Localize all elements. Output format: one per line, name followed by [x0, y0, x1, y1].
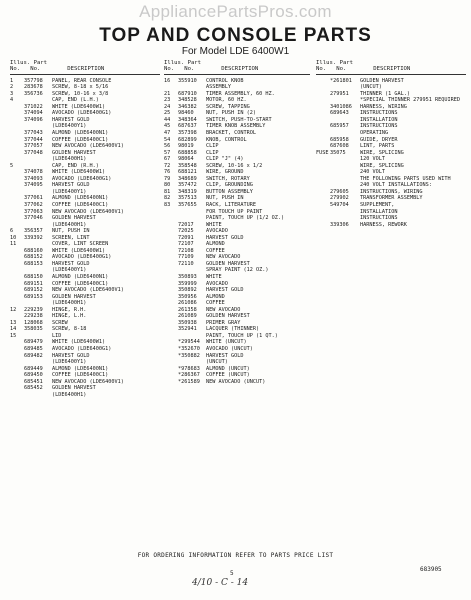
- description: COFFEE: [206, 247, 225, 254]
- page-title: TOP AND CONSOLE PARTS: [99, 25, 372, 46]
- part-no: 687910: [178, 90, 197, 97]
- description: LID: [52, 332, 62, 339]
- document-number: 683905: [420, 566, 442, 573]
- description: HARVEST GOLD: [52, 260, 90, 267]
- illus-no: 14: [10, 326, 17, 333]
- description: LINT, PARTS: [360, 143, 395, 150]
- header-line-2: No. No. DESCRIPTION: [164, 66, 259, 73]
- part-no: 689485: [24, 346, 43, 353]
- illus-no: 2: [10, 84, 14, 91]
- description: (LDE6400Y1): [52, 123, 87, 130]
- part-no: 72017: [178, 221, 194, 228]
- part-no: 352941: [178, 326, 197, 333]
- part-no: 688153: [24, 260, 43, 267]
- description: SWITCH, ROTARY: [206, 175, 250, 182]
- description: CAP, END (L.H.): [52, 97, 99, 104]
- part-no: *261801: [330, 77, 352, 84]
- part-no: 357798: [24, 77, 43, 84]
- part-no: 358035: [24, 326, 43, 333]
- description: 240 VOLT INSTALLATIONS:: [360, 182, 432, 189]
- part-no: 358548: [178, 162, 197, 169]
- description: NUT, PUSH IN: [52, 228, 90, 235]
- illus-no: 21: [164, 90, 171, 97]
- part-no: 377046: [24, 215, 43, 222]
- description: HARVEST GOLD: [52, 116, 90, 123]
- description: NEW AVOCADO: [206, 306, 241, 313]
- description: THINNER (1 GAL.): [360, 90, 410, 97]
- illus-no: 54: [164, 136, 171, 143]
- part-no: 355910: [178, 77, 197, 84]
- description: SWITCH, PUSH-TO-START: [206, 116, 272, 123]
- illus-no: 23: [164, 97, 171, 104]
- part-no: 348689: [178, 175, 197, 182]
- description: ALMOND: [206, 293, 225, 300]
- part-no: 687637: [178, 123, 197, 130]
- description: ALMOND: [206, 241, 225, 248]
- part-no: 377048: [24, 149, 43, 156]
- part-no: 98460: [178, 110, 194, 117]
- part-no: 688160: [24, 247, 43, 254]
- description: ALMOND (LDE6400N1): [52, 274, 109, 280]
- parts-column-3: [316, 60, 466, 228]
- part-no: 374094: [24, 110, 43, 117]
- part-no: 3401086: [330, 103, 352, 110]
- part-no: 98064: [178, 156, 194, 163]
- description: 240 VOLT: [360, 169, 385, 176]
- part-no: 339306: [330, 221, 349, 228]
- part-no: *299544: [178, 339, 200, 346]
- illus-no: 57: [164, 149, 171, 156]
- description: ALMOND (LDE6400N1): [52, 129, 109, 136]
- illus-no: 79: [164, 175, 171, 182]
- description: SCREW, 8-18 x 5/16: [52, 84, 109, 91]
- description: (LDE6400H1): [52, 391, 87, 398]
- illus-no: FUSE: [316, 149, 329, 156]
- illus-no: 81: [164, 188, 171, 195]
- description: TRANSFORMER ASSEMBLY: [360, 195, 423, 202]
- part-no: 689152: [24, 287, 43, 294]
- part-no: 371022: [24, 103, 43, 110]
- illus-no: 15: [10, 332, 17, 339]
- description: NUT, PUSH IN: [206, 195, 244, 202]
- description: AVOCADO (LDE6400G1): [52, 110, 112, 117]
- description: 120 VOLT: [360, 156, 385, 163]
- description: PAINT, TOUCH UP (1 QT.): [206, 332, 278, 339]
- part-no: 374096: [24, 116, 43, 123]
- description: AVOCADO (LDE6400G1): [52, 175, 112, 182]
- parts-column-1: [10, 60, 160, 398]
- part-no: 377057: [24, 143, 43, 150]
- illus-no: [316, 222, 330, 229]
- description: HINGE, L.H.: [52, 313, 87, 320]
- part-no: 72107: [178, 241, 194, 248]
- part-no: 348528: [178, 97, 197, 104]
- column-header: [316, 60, 466, 73]
- part-no: 229239: [24, 306, 43, 313]
- description: (LDE6400Y1): [52, 188, 87, 195]
- description: HARNESS, WIRING: [360, 103, 407, 110]
- part-no: 350893: [178, 274, 197, 280]
- part-no: 229238: [24, 313, 43, 320]
- part-no: 350938: [178, 319, 197, 326]
- description: PAINT, TOUCH UP (1/2 OZ.): [206, 215, 285, 222]
- part-no: 72025: [178, 228, 194, 235]
- part-no: 357655: [178, 201, 197, 208]
- part-no: 689479: [24, 339, 43, 346]
- part-no: 377043: [24, 129, 43, 136]
- description: INSTALLATION: [360, 208, 398, 215]
- part-no: 688150: [24, 274, 43, 280]
- description: WIRE, SPLICING: [360, 149, 404, 156]
- description: HINGE, R.H.: [52, 306, 87, 313]
- description: HARVEST GOLD: [206, 234, 244, 241]
- description: SUPPLEMENT,: [360, 201, 395, 208]
- illus-no: 25: [164, 110, 171, 117]
- part-no: 359999: [178, 280, 197, 287]
- part-no: 374093: [24, 175, 43, 182]
- illus-no: 16: [164, 77, 171, 84]
- page-number: 5: [230, 570, 234, 577]
- description: (UNCUT): [206, 359, 228, 366]
- description: HARVEST GOLD: [206, 287, 244, 294]
- illus-no: 67: [164, 156, 171, 163]
- description: WHITE (LDE6400W1): [52, 169, 106, 176]
- part-no: *352670: [178, 346, 200, 353]
- header-line-1: Illus. Part: [316, 60, 354, 66]
- part-no: 685451: [24, 378, 43, 385]
- illus-no: 1: [10, 77, 14, 84]
- part-no: 377061: [24, 195, 43, 202]
- description: HARVEST GOLD: [52, 182, 90, 189]
- illus-no: 45: [164, 123, 171, 130]
- description: (LDE6400Y1): [52, 267, 87, 274]
- part-no: 357472: [178, 182, 197, 189]
- description: TIMER KNOB ASSEMBLY: [206, 123, 266, 130]
- description: INSTRUCTIONS: [360, 123, 398, 130]
- description: GOLDEN HARVEST: [52, 293, 96, 300]
- description: SCREW, 10-16 x 3/8: [52, 90, 109, 97]
- description: (LDE6400H1): [52, 221, 87, 228]
- description: ALMOND (LDE6400N1): [52, 365, 109, 372]
- description: PRIMER GRAY: [206, 319, 241, 326]
- description: HARNESS, REWORK: [360, 221, 407, 228]
- illus-no: 4: [10, 97, 14, 104]
- description: ALMOND (LDE6400N1): [52, 195, 109, 202]
- description: INSTRUCTIONS, WIRING: [360, 188, 423, 195]
- description: WHITE: [206, 221, 222, 228]
- part-no: 350892: [178, 287, 197, 294]
- description: WHITE (LDE6400W1): [52, 247, 106, 254]
- part-no: 357398: [178, 129, 197, 136]
- part-no: 279951: [330, 90, 349, 97]
- part-no: 689153: [24, 293, 43, 300]
- part-no: *261589: [178, 378, 200, 385]
- description: NEW AVOCADO (LDE6400V1): [52, 208, 124, 215]
- description: *SPECIAL THINNER 279951 REQUIRED: [360, 97, 460, 104]
- description: CLIP: [206, 143, 219, 150]
- description: (LDE6400Y1): [52, 359, 87, 366]
- description: INSTRUCTIONS: [360, 215, 398, 222]
- illus-no: 44: [164, 116, 171, 123]
- part-no: 685958: [330, 136, 349, 143]
- illus-no: 83: [164, 201, 171, 208]
- description: CLIP, GROUNDING: [206, 182, 253, 189]
- part-no: 261358: [178, 306, 197, 313]
- part-no: 377063: [24, 208, 43, 215]
- illus-no: 82: [164, 195, 171, 202]
- illus-no: 76: [164, 169, 171, 176]
- description: CAP, END (R.H.): [52, 162, 99, 169]
- part-no: 348364: [178, 116, 197, 123]
- part-no: 261089: [178, 313, 197, 320]
- part-no: 72110: [178, 260, 194, 267]
- part-no: 689450: [24, 372, 43, 379]
- description: (UNCUT): [360, 84, 382, 91]
- illus-no: [10, 392, 24, 399]
- description: BRACKET, CONTROL: [206, 129, 256, 136]
- illus-no: 72: [164, 162, 171, 169]
- part-no: 688121: [178, 169, 197, 176]
- part-no: 350956: [178, 293, 197, 300]
- description: NUT, PUSH IN (2): [206, 110, 256, 117]
- description: GOLDEN HARVEST: [52, 385, 96, 392]
- description: SCREW: [52, 319, 68, 326]
- parts-row: [164, 379, 310, 386]
- description: HARVEST GOLD: [206, 352, 244, 359]
- part-no: 261086: [178, 300, 197, 307]
- header-line-2: No. No. DESCRIPTION: [316, 66, 411, 73]
- illus-no: 10: [10, 234, 17, 241]
- description: SCREW, 10-16 x 1/2: [206, 162, 263, 169]
- part-no: 689482: [24, 352, 43, 359]
- description: COFFEE (LDE6400C1): [52, 280, 109, 287]
- part-no: 279902: [330, 195, 349, 202]
- part-no: 689151: [24, 280, 43, 287]
- illus-no: 24: [164, 103, 171, 110]
- description: AVOCADO (UNCUT): [206, 346, 253, 353]
- part-no: 374095: [24, 182, 43, 189]
- column-header: [10, 60, 160, 73]
- description: GOLDEN HARVEST: [52, 149, 96, 156]
- description: OPERATING: [360, 129, 389, 136]
- description: CLIP "J" (4): [206, 156, 244, 163]
- description: AVOCADO: [206, 280, 228, 287]
- description: TIMER ASSEMBLY, 60 HZ.: [206, 90, 275, 97]
- description: NEW AVOCADO (UNCUT): [206, 378, 266, 385]
- part-no: 374078: [24, 169, 43, 176]
- description: SCREW, TAPPING: [206, 103, 250, 110]
- part-no: 687608: [330, 143, 349, 150]
- illus-no: 47: [164, 129, 171, 136]
- description: CLIP: [206, 149, 219, 156]
- header-line-2: No. No. DESCRIPTION: [10, 66, 105, 73]
- illus-no: 5: [10, 162, 14, 169]
- part-no: 356357: [24, 228, 43, 235]
- part-no: 549704: [330, 201, 349, 208]
- column-header: [164, 60, 310, 73]
- description: GOLDEN HARVEST: [206, 313, 250, 320]
- description: FOR TOUCH UP PAINT: [206, 208, 263, 215]
- description: (LDE6400H1): [52, 300, 87, 307]
- description: BUTTON ASSEMBLY: [206, 188, 253, 195]
- parts-row: [10, 392, 160, 399]
- description: WHITE (LDE6400W1): [52, 339, 106, 346]
- part-no: 72091: [178, 234, 194, 241]
- description: KNOB, CONTROL: [206, 136, 247, 143]
- part-no: 689449: [24, 365, 43, 372]
- part-no: 348319: [178, 188, 197, 195]
- illus-no: 12: [10, 306, 17, 313]
- part-no: 279605: [330, 188, 349, 195]
- description: CONTROL KNOB: [206, 77, 244, 84]
- parts-column-2: [164, 60, 310, 385]
- header-rule: [164, 74, 310, 75]
- illus-no: 13: [10, 319, 17, 326]
- illus-no: 11: [10, 241, 17, 248]
- description: COVER, LINT SCREEN: [52, 241, 109, 248]
- description: AVOCADO (LDE6400G1): [52, 254, 112, 261]
- description: ASSEMBLY: [206, 84, 231, 91]
- watermark: AppliancePartsPros.com: [139, 2, 332, 21]
- ordering-footer: FOR ORDERING INFORMATION REFER TO PARTS PRICE LIST: [137, 552, 334, 559]
- description: THE FOLLOWING PARTS USED WITH: [360, 175, 451, 182]
- description: WIRE, GROUND: [206, 169, 244, 176]
- description: WHITE (UNCUT): [206, 339, 247, 346]
- description: LACQUER (THINNER): [206, 326, 260, 333]
- description: ALMOND (UNCUT): [206, 365, 250, 372]
- part-no: 685452: [24, 385, 43, 392]
- illus-no: [164, 379, 178, 386]
- description: GUIDE, DRYER: [360, 136, 398, 143]
- illus-no: 80: [164, 182, 171, 189]
- description: NEW AVOCADO (LDE6400V1): [52, 143, 124, 150]
- description: PANEL, REAR CONSOLE: [52, 77, 112, 84]
- part-no: 128068: [24, 319, 43, 326]
- part-no: 688858: [178, 149, 197, 156]
- header-rule: [10, 74, 160, 75]
- description: COFFEE (LDE6400C1): [52, 136, 109, 143]
- description: SPRAY PAINT (12 OZ.): [206, 267, 269, 274]
- description: SCREW, 8-18: [52, 326, 87, 333]
- description: COFFEE (UNCUT): [206, 372, 250, 379]
- description: HARVEST GOLD: [52, 352, 90, 359]
- part-no: 377044: [24, 136, 43, 143]
- part-no: 77109: [178, 254, 194, 261]
- description: GOLDEN HARVEST: [360, 77, 404, 84]
- description: GOLDEN HARVEST: [52, 215, 96, 222]
- part-no: 356736: [24, 90, 43, 97]
- description: WHITE: [206, 274, 222, 280]
- header-rule: [316, 74, 466, 75]
- illus-no: 6: [10, 228, 14, 235]
- part-no: *286367: [178, 372, 200, 379]
- description: WIRE, SPLICING: [360, 162, 404, 169]
- part-no: *350882: [178, 352, 200, 359]
- part-no: 72108: [178, 247, 194, 254]
- description: NEW AVOCADO (LDE6400V1): [52, 378, 124, 385]
- part-no: 689643: [330, 110, 349, 117]
- parts-row: [316, 222, 466, 229]
- part-no: 357513: [178, 195, 197, 202]
- part-no: 346382: [178, 103, 197, 110]
- description: NEW AVOCADO: [206, 254, 241, 261]
- description: INSTRUCTIONS: [360, 110, 398, 117]
- part-no: 688152: [24, 254, 43, 261]
- description: MOTOR, 60 HZ.: [206, 97, 247, 104]
- description: SCREEN, LINT: [52, 234, 90, 241]
- illus-no: 3: [10, 90, 14, 97]
- description: COFFEE (LDE6400C1): [52, 372, 109, 379]
- description: GOLDEN HARVEST: [206, 260, 250, 267]
- page-subtitle: For Model LDE 6400W1: [181, 46, 290, 57]
- header-line-1: Illus. Part: [164, 60, 202, 66]
- description: NEW AVOCADO (LDE6400V1): [52, 287, 124, 294]
- description: COFFEE (LDE6400C1): [52, 201, 109, 208]
- illus-no: 56: [164, 143, 171, 150]
- description: WHITE (LDE6400W1): [52, 103, 106, 110]
- description: COFFEE: [206, 300, 225, 307]
- handwritten-note: 4/10 - C - 14: [192, 578, 249, 588]
- part-no: 377062: [24, 201, 43, 208]
- description: INSTALLATION: [360, 116, 398, 123]
- part-no: *978683: [178, 365, 200, 372]
- part-no: 339392: [24, 234, 43, 241]
- header-line-1: Illus. Part: [10, 60, 48, 66]
- part-no: [24, 392, 52, 399]
- description: RACK, LITERATURE: [206, 201, 256, 208]
- part-no: 685957: [330, 123, 349, 130]
- part-no: 283678: [24, 84, 43, 91]
- part-no: 98019: [178, 143, 194, 150]
- part-no: 682899: [178, 136, 197, 143]
- description: AVOCADO: [206, 228, 228, 235]
- description: (LDE6400H1): [52, 156, 87, 163]
- part-no: 35075: [330, 149, 346, 156]
- description: AVOCADO (LDE6400G1): [52, 346, 112, 353]
